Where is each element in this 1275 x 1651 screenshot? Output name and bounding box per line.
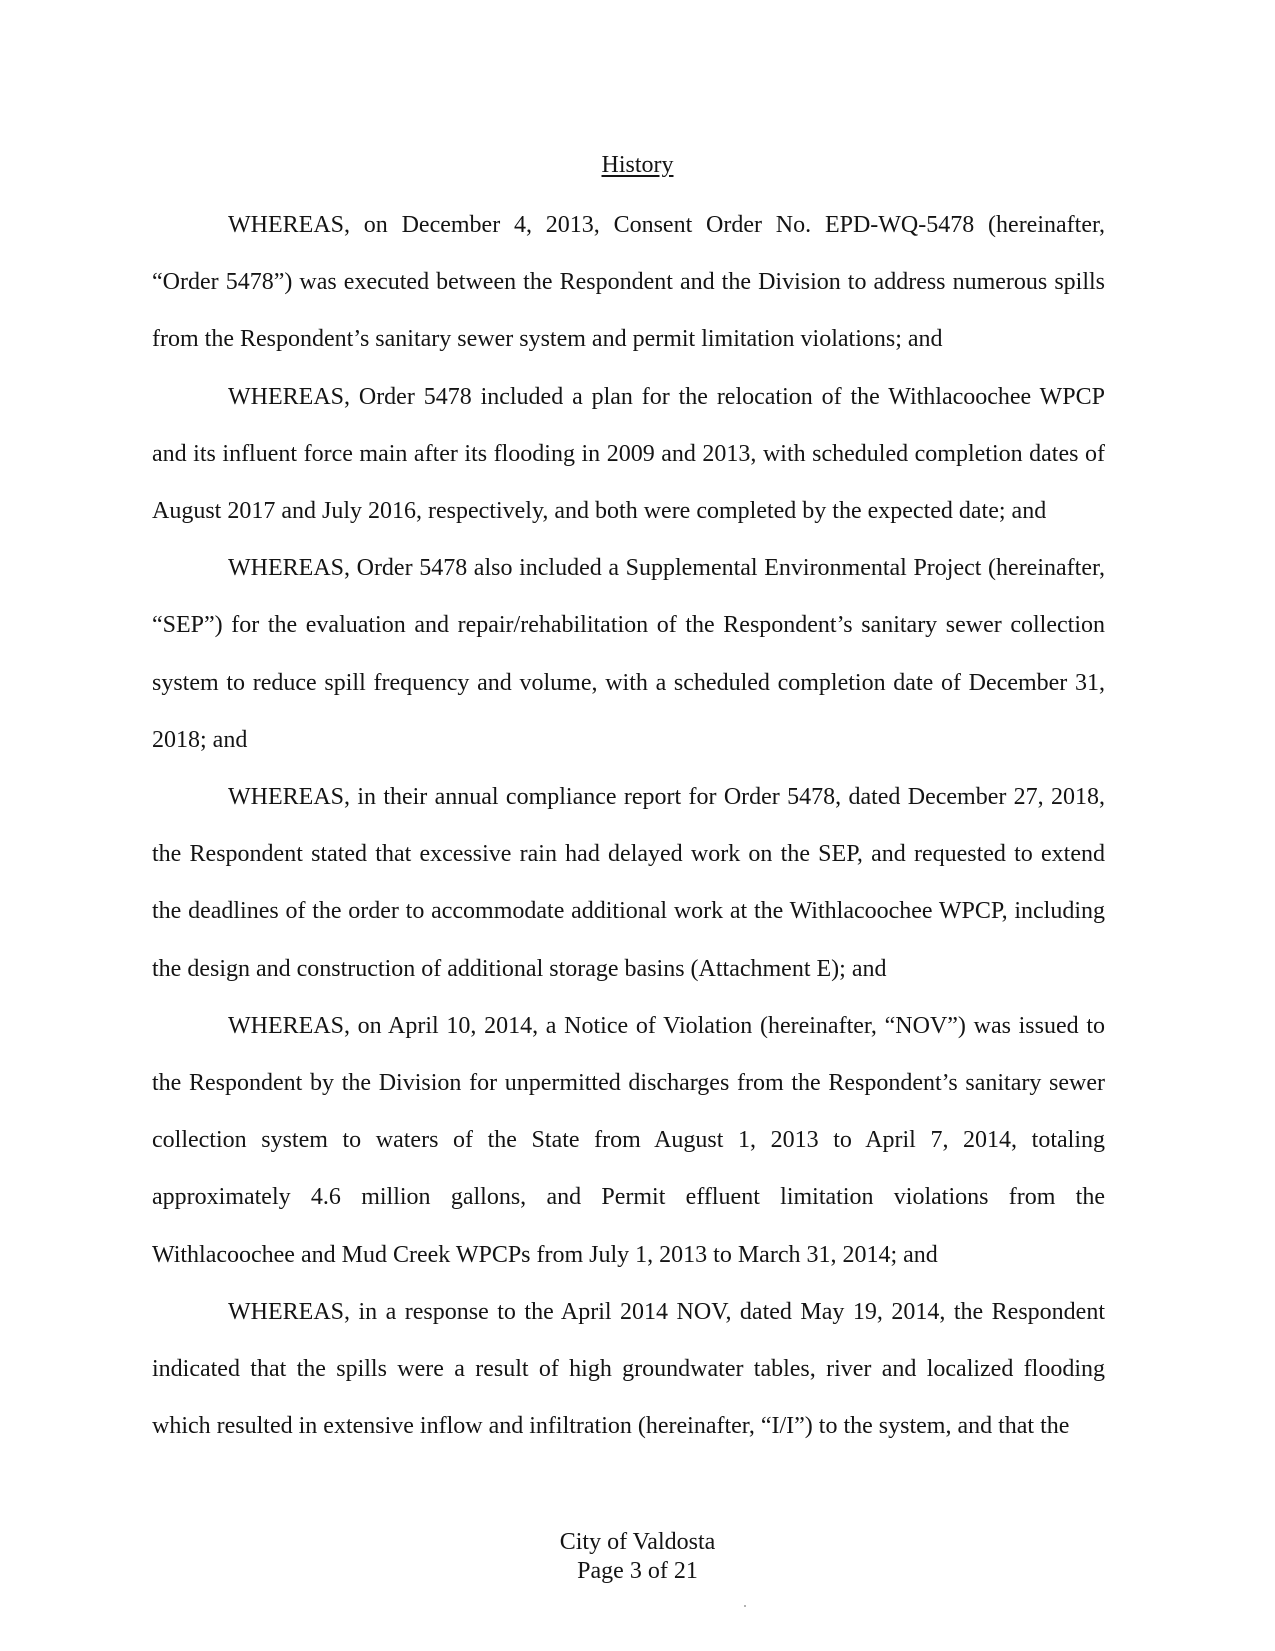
paragraph-order-5478-execution: WHEREAS, on December 4, 2013, Consent Order No. EPD-WQ-5478 (hereinafter, “Order 5478”) was executed between the Respondent and the Division to address numerous spills from the Respondent’s sanitary sewer system and permit limitation violations; and bbox=[152, 212, 1105, 353]
footer-city-name: City of Valdosta bbox=[559, 1529, 716, 1555]
paragraph-wpcp-relocation: WHEREAS, Order 5478 included a plan for the relocation of the Withlacoochee WPCP and its influent force main after its flooding in 2009 and 2013, with scheduled completion dates of August 2017 and July 2016, respectively, and both were completed by the expected date; and bbox=[152, 383, 1105, 525]
document-body bbox=[152, 197, 1105, 1455]
paragraph-nov-response: WHEREAS, in a response to the April 2014 NOV, dated May 19, 2014, the Respondent indicated that the spills were a result of high groundwater tables, river and localized flooding which resulted in extensive inflow and infiltration (hereinafter, “I/I”) to the system, and that the bbox=[152, 1298, 1105, 1440]
page-footer bbox=[0, 1528, 1275, 1586]
scan-speck bbox=[744, 1605, 746, 1607]
footer-page-number: Page 3 of 21 bbox=[577, 1558, 698, 1584]
paragraph-notice-of-violation: WHEREAS, on April 10, 2014, a Notice of Violation (hereinafter, “NOV”) was issued to the Respondent by the Division for unpermitted discharges from the Respondent’s sanitary sewer collection system to waters of the State from August 1, 2013 to April 7, 2014, totaling approximately 4.6 million gallons, and Permit effluent limitation violations from the Withlacoochee and Mud Creek WPCPs from July 1, 2013 to March 31, 2014; and bbox=[152, 1012, 1105, 1268]
section-heading bbox=[0, 148, 1275, 182]
paragraph-compliance-report: WHEREAS, in their annual compliance report for Order 5478, dated December 27, 2018, the Respondent stated that excessive rain had delayed work on the SEP, and requested to extend the deadlines of the order to accommodate additional work at the Withlacoochee WPCP, including the design and construction of additional storage basins (Attachment E); and bbox=[152, 784, 1105, 982]
paragraph-sep: WHEREAS, Order 5478 also included a Supplemental Environmental Project (hereinafter, “SEP”) for the evaluation and repair/rehabilitation of the Respondent’s sanitary sewer collection system to reduce spill frequency and volume, with a scheduled completion date of December 31, 2018; and bbox=[152, 555, 1105, 753]
section-heading-text: History bbox=[601, 152, 674, 178]
